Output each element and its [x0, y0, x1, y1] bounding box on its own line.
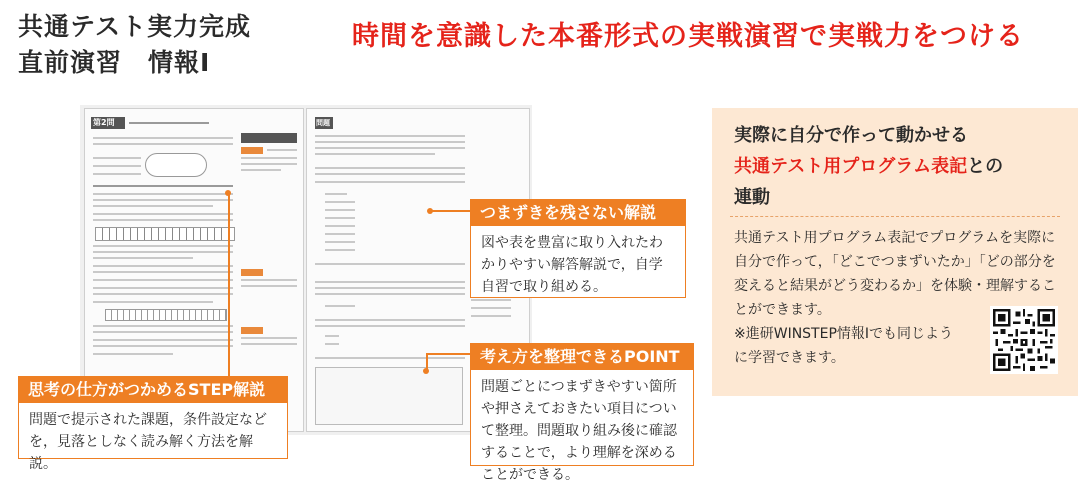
catchcopy: 時間を意識した本番形式の実戦演習で実戦力をつける: [352, 21, 1024, 52]
panel-body: 共通テスト用プログラム表記でプログラムを実際に自分で作って，「どこでつまずいたか」「どの部分を変えると結果がどう変わるか」を体験・理解することができます。: [734, 230, 1056, 318]
panel-divider: [730, 216, 1060, 217]
callout-connector-line: [426, 353, 470, 355]
callout-step: [18, 376, 288, 472]
callout-connector-line: [430, 210, 470, 212]
right-page-section-label: 問題: [316, 119, 330, 127]
callout-tsumazuki: [470, 199, 686, 298]
panel-heading-line2: [734, 151, 1003, 182]
panel-note: ※進研WINSTEP情報Ⅰでも同じように学習できます。: [734, 326, 954, 366]
panel-heading-line2-rest: との: [967, 156, 1004, 177]
callout-connector-line: [228, 193, 230, 376]
callout-tsumazuki-title: つまずきを残さない解説: [470, 199, 686, 226]
callout-step-title: 思考の仕方がつかめるSTEP解説: [18, 376, 288, 403]
callout-tsumazuki-body: 図や表を豊富に取り入れたわかりやすい解答解説で，自学自習で取り組める。: [470, 226, 686, 298]
title-line1: 共通テスト実力完成: [18, 12, 252, 41]
panel-heading: [734, 120, 1003, 213]
panel-heading-line1: 実際に自分で作って動かせる: [734, 125, 968, 146]
panel-heading-line3: 連動: [734, 187, 770, 208]
program-notation-panel: [712, 108, 1078, 396]
title-line2: 直前演習 情報Ⅰ: [18, 48, 211, 77]
left-page-section-label: 第2問: [93, 118, 115, 127]
callout-point-body: 問題ごとにつまずきやすい箇所や押さえておきたい項目について整理。問題取り組み後に確認することで，より理解を深めることができる。: [470, 370, 694, 466]
callout-point-title: 考え方を整理できるPOINT: [470, 343, 694, 370]
qr-code-icon[interactable]: [990, 306, 1058, 374]
panel-heading-highlight: 共通テスト用プログラム表記: [734, 156, 968, 177]
callout-point: [470, 343, 694, 483]
callout-step-body: 問題で提示された課題，条件設定などを，見落としなく読み解く方法を解説。: [18, 403, 288, 459]
callout-connector-line: [426, 353, 428, 370]
